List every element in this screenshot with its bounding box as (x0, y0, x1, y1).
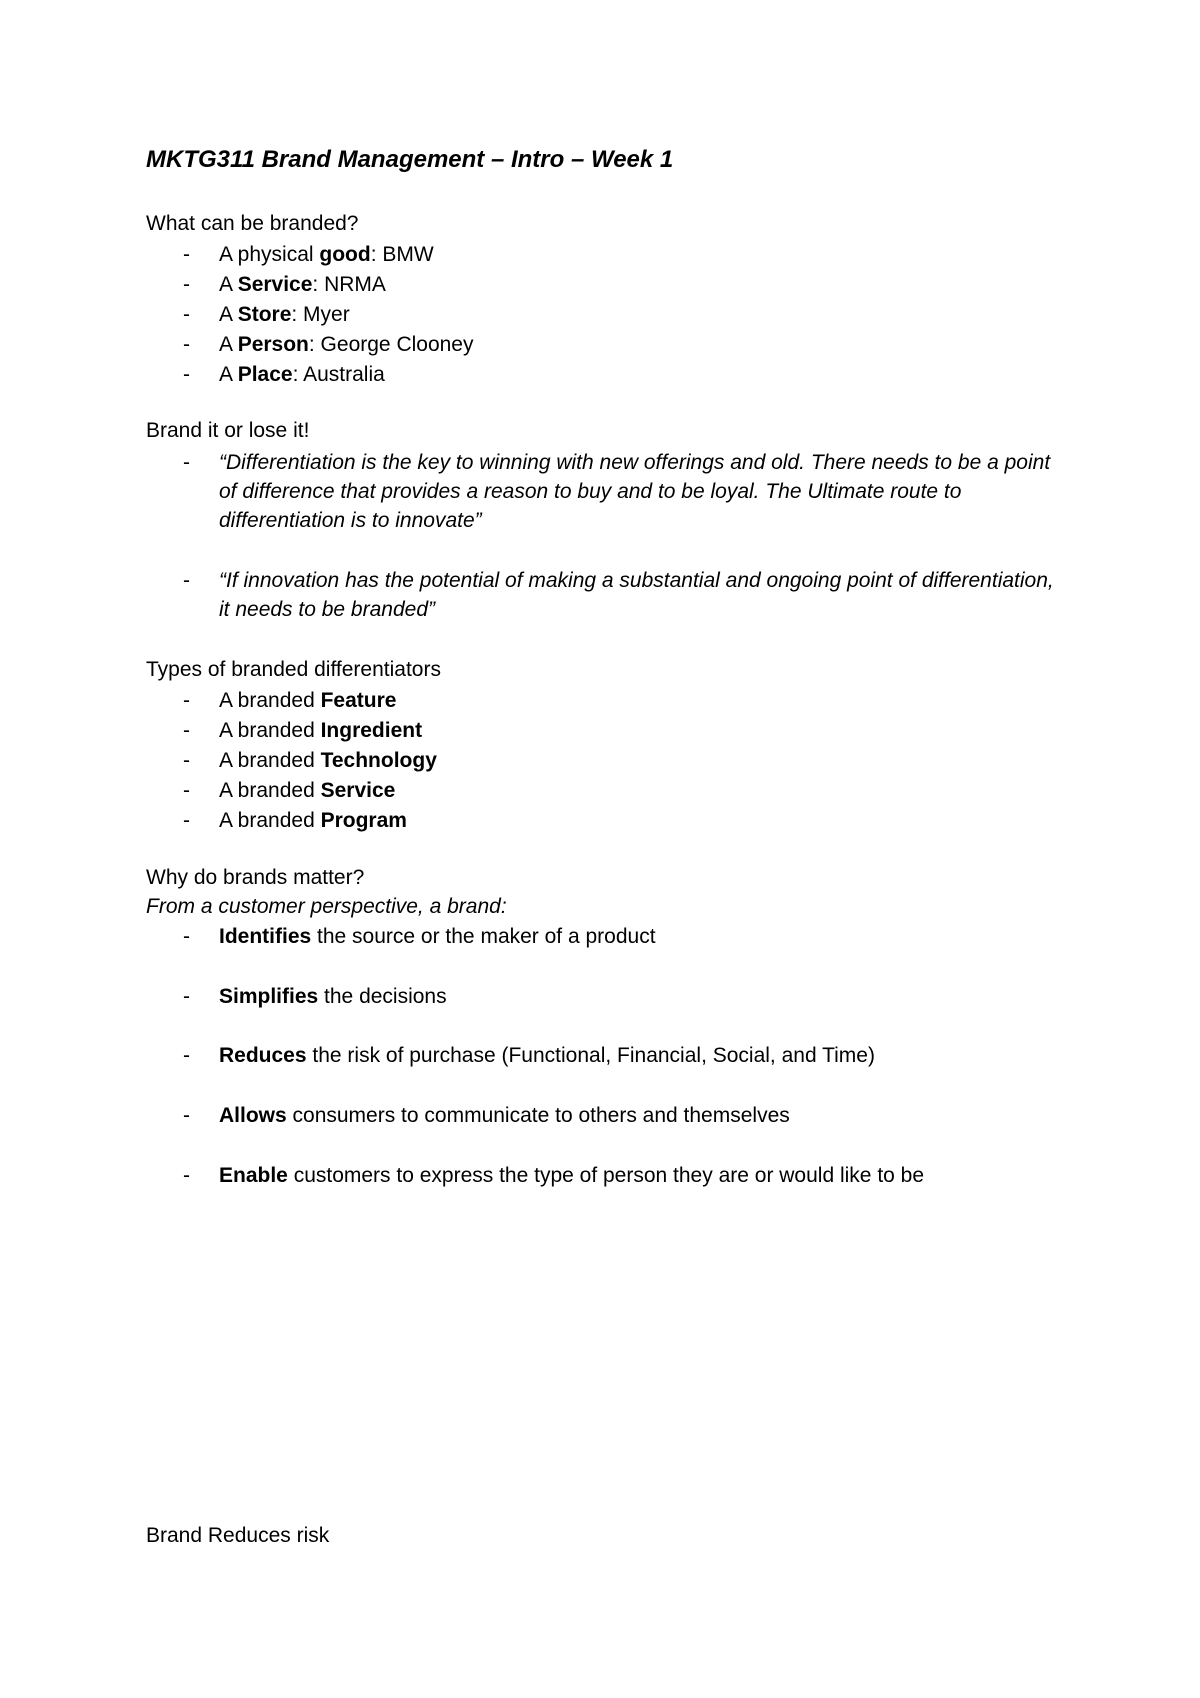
bullet-dash: - (183, 273, 190, 296)
bullet-dash: - (183, 333, 190, 356)
bullet-dash: - (183, 243, 190, 266)
list-item: - A Store: Myer (183, 300, 1063, 329)
list-item: - A Service: NRMA (183, 270, 1063, 299)
bullet-dash: - (183, 451, 190, 474)
list-item: - A Place: Australia (183, 360, 1063, 389)
bullet-dash: - (183, 809, 190, 832)
list-item: - Reduces the risk of purchase (Functional, Financial, Social, and Time) (183, 1041, 1063, 1070)
list-item: - A branded Service (183, 776, 1063, 805)
bullet-dash: - (183, 985, 190, 1008)
heading-what-can-be-branded: What can be branded? (146, 212, 359, 235)
list-item: - A branded Ingredient (183, 716, 1063, 745)
list-item: - A branded Feature (183, 686, 1063, 715)
heading-brand-it-or-lose-it: Brand it or lose it! (146, 419, 310, 442)
bullet-dash: - (183, 569, 190, 592)
bullet-dash: - (183, 689, 190, 712)
subheading-customer-perspective: From a customer perspective, a brand: (146, 895, 507, 918)
list-item: - A Person: George Clooney (183, 330, 1063, 359)
bullet-dash: - (183, 779, 190, 802)
list-item: - A physical good: BMW (183, 240, 1063, 269)
bullet-dash: - (183, 303, 190, 326)
document-title: MKTG311 Brand Management – Intro – Week 1 (146, 146, 674, 173)
list-item: - A branded Program (183, 806, 1063, 835)
list-item: - A branded Technology (183, 746, 1063, 775)
list-item: - Enable customers to express the type of person they are or would like to be (183, 1161, 1063, 1190)
heading-why-do-brands-matter: Why do brands matter? (146, 866, 365, 889)
list-item: - Identifies the source or the maker of a product (183, 922, 1063, 951)
quote-item: - “Differentiation is the key to winning with new offerings and old. There needs to be a point of difference that provides a reason to buy and to be loyal. The Ultimate route to differentiation is to innovate” (183, 448, 1063, 535)
list-item: - Allows consumers to communicate to others and themselves (183, 1101, 1063, 1130)
bullet-dash: - (183, 749, 190, 772)
bullet-dash: - (183, 1104, 190, 1127)
heading-brand-reduces-risk: Brand Reduces risk (146, 1524, 330, 1547)
bullet-dash: - (183, 719, 190, 742)
bullet-dash: - (183, 1044, 190, 1067)
heading-types-of-differentiators: Types of branded differentiators (146, 658, 441, 681)
bullet-dash: - (183, 1164, 190, 1187)
list-item: - Simplifies the decisions (183, 982, 1063, 1011)
bullet-dash: - (183, 363, 190, 386)
quote-item: - “If innovation has the potential of making a substantial and ongoing point of differentiation, it needs to be branded” (183, 566, 1063, 624)
bullet-dash: - (183, 925, 190, 948)
